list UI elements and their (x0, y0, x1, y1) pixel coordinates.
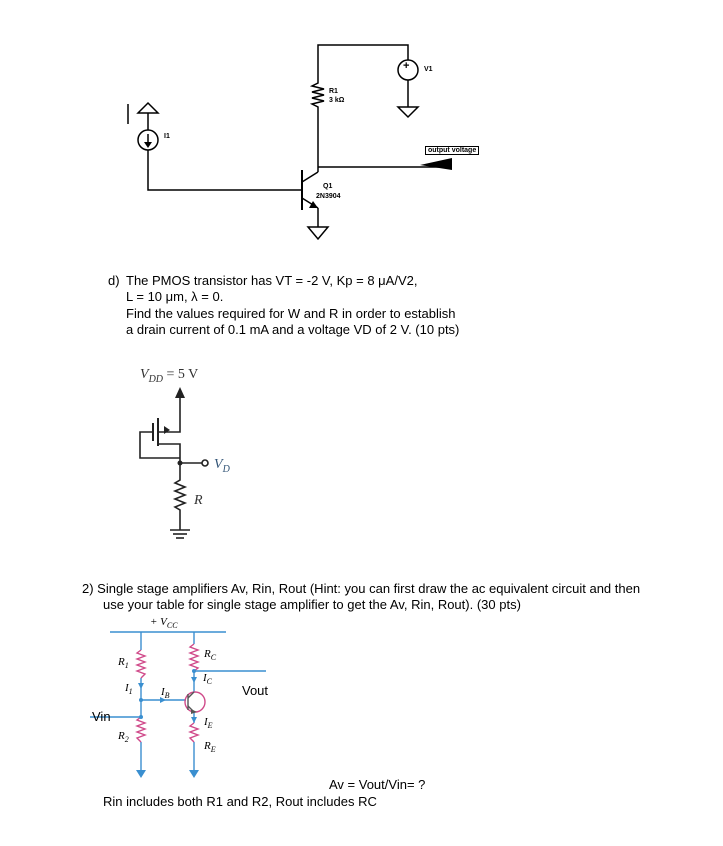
i1-name: I1 (164, 133, 170, 140)
ie-symbol: I (204, 716, 208, 728)
re-label (204, 740, 216, 754)
i1-current-label (125, 682, 133, 696)
vout-label: Vout (242, 683, 269, 698)
r2-symbol: R (118, 730, 125, 742)
vdd-symbol: V (140, 367, 149, 382)
v1-ground-symbol (398, 107, 418, 117)
ie-label (204, 716, 213, 730)
v1-name: V1 (424, 66, 433, 73)
circuit-3-schematic (0, 620, 723, 790)
vdd-label (140, 365, 198, 385)
r-label: R (194, 493, 203, 508)
r1-name: R1 (329, 88, 338, 95)
r2-subscript: 2 (124, 735, 129, 745)
q1-name: Q1 (323, 183, 333, 190)
re-symbol: R (204, 740, 211, 752)
question-2-line-1: 2) Single stage amplifiers Av, Rin, Rout (Hint: you can first draw the ac equivalent circuit and then (82, 581, 641, 596)
circuit-2-schematic (0, 360, 723, 560)
circuit-1-schematic (0, 0, 723, 260)
rc-symbol: R (204, 648, 211, 660)
q1-part: 2N3904 (316, 193, 341, 200)
vd-symbol: V (214, 457, 223, 472)
ic-subscript: C (206, 677, 213, 687)
ib-subscript: B (164, 691, 170, 701)
rin-rout-note: Rin includes both R1 and R2, Rout includes RC (103, 794, 377, 809)
r1-subscript: 1 (124, 661, 129, 671)
q1-ground-symbol (308, 227, 328, 239)
ie-subscript: E (207, 721, 213, 731)
output-voltage-label: output voltage (425, 146, 479, 155)
r2-label (118, 730, 129, 744)
r1-label (118, 656, 129, 670)
rc-label (204, 648, 216, 662)
i1-current-subscript: 1 (128, 687, 133, 697)
vcc-label (150, 616, 178, 630)
ic-label (203, 672, 212, 686)
vcc-symbol: + V (150, 616, 167, 628)
question-d-line-4: a drain current of 0.1 mA and a voltage VD of 2 V. (10 pts) (126, 322, 460, 337)
r1-resistor-symbol (312, 70, 324, 110)
ib-symbol: I (161, 686, 165, 698)
r1-symbol: R (118, 656, 125, 668)
r1-value: 3 kΩ (329, 97, 345, 104)
question-d-line-1: The PMOS transistor has VT = -2 V, Kp = 8 μA/V2, (126, 273, 418, 288)
v1-plus-sign: + (403, 60, 410, 72)
vdd-value: = 5 V (163, 367, 199, 382)
question-d-line-2: L = 10 μm, λ = 0. (126, 289, 224, 304)
vd-label (214, 455, 230, 475)
question-d-marker: d) (108, 273, 120, 288)
re-subscript: E (210, 745, 216, 755)
av-question: Av = Vout/Vin= ? (329, 777, 426, 792)
vd-subscript: D (222, 463, 230, 475)
vd-terminal (202, 460, 208, 466)
vin-label: Vin (92, 709, 111, 724)
ib-label (161, 686, 170, 700)
i1-current-symbol: I (125, 682, 129, 694)
question-2-line-2: use your table for single stage amplifier to get the Av, Rin, Rout). (30 pts) (103, 597, 521, 612)
i1-ground-symbol (138, 103, 158, 113)
question-d-line-3: Find the values required for W and R in order to establish (126, 306, 456, 321)
ic-symbol: I (203, 672, 207, 684)
rc-subscript: C (210, 653, 217, 663)
vcc-subscript: CC (166, 621, 178, 631)
vdd-subscript: DD (148, 373, 164, 385)
